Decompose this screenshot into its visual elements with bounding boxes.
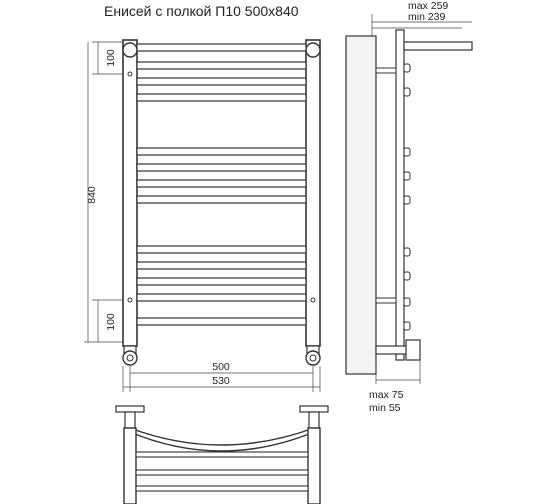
- shelf-top-view: [116, 406, 328, 504]
- front-view: [84, 40, 320, 392]
- left-bottom-valve: [128, 298, 132, 302]
- dim-label-wall-min: min 55: [369, 402, 401, 414]
- wall-mount-bottom: [376, 298, 396, 303]
- right-top-fitting: [300, 406, 328, 412]
- crossbar: [137, 78, 306, 85]
- crossbar: [137, 180, 306, 187]
- crossbar: [137, 278, 306, 285]
- crossbars: [137, 44, 306, 325]
- left-top-valve: [128, 72, 132, 76]
- side-connector-pipe: [376, 346, 408, 354]
- shelf-rail: [136, 470, 308, 475]
- dim-label-wall-max: max 75: [369, 389, 404, 401]
- dim-label-top-offset: 100: [105, 49, 117, 67]
- crossbar: [137, 148, 306, 155]
- dim-label-height: 840: [86, 186, 98, 204]
- dim-label-shelf-min: min 239: [408, 11, 446, 23]
- crossbar: [137, 262, 306, 269]
- dim-label-bottom-offset: 100: [105, 313, 117, 331]
- dim-label-outer-width: 530: [212, 375, 230, 387]
- side-view: [346, 0, 472, 414]
- right-top-cap: [306, 43, 320, 57]
- left-connector: [123, 346, 137, 365]
- right-connector: [306, 346, 320, 365]
- crossbar: [137, 164, 306, 171]
- crossbar: [137, 294, 306, 301]
- shelf-rail: [136, 486, 308, 491]
- dim-label-shelf-max: max 259: [408, 0, 449, 12]
- left-top-cap: [123, 43, 137, 57]
- side-connector: [406, 340, 420, 360]
- shelf-rail: [136, 452, 308, 457]
- side-post: [396, 30, 404, 360]
- dim-label-inner-width: 500: [212, 361, 230, 373]
- shelf-arm: [404, 42, 472, 50]
- shelf-left-post: [124, 428, 136, 504]
- crossbar: [137, 62, 306, 69]
- wall: [346, 36, 376, 374]
- crossbar: [137, 94, 306, 101]
- left-top-fitting: [116, 406, 144, 412]
- shelf-right-post: [308, 428, 320, 504]
- right-bottom-valve: [311, 298, 315, 302]
- crossbar: [137, 318, 306, 325]
- crossbar: [137, 44, 306, 51]
- crossbar-ends: [404, 64, 410, 330]
- wall-mount-top: [376, 68, 396, 73]
- crossbar: [137, 246, 306, 253]
- crossbar: [137, 196, 306, 203]
- drawing-title: Енисей с полкой П10 500х840: [104, 3, 299, 19]
